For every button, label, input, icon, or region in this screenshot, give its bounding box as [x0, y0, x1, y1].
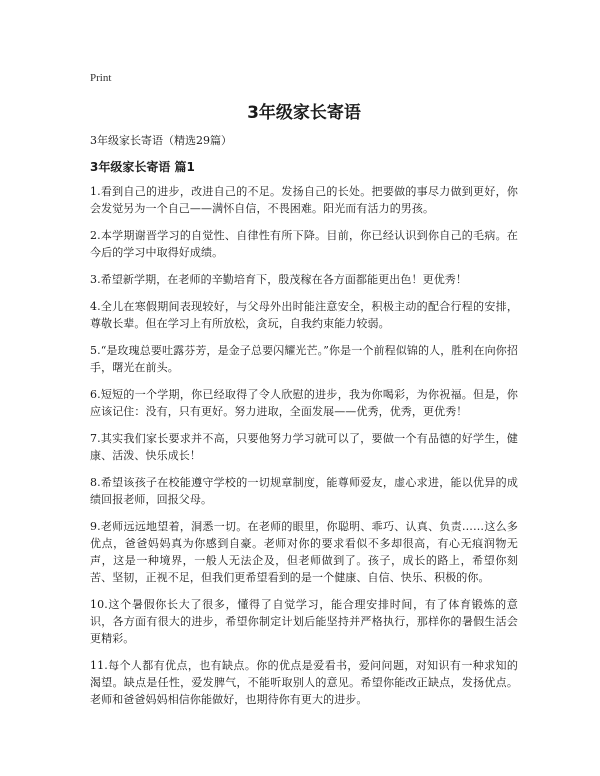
- paragraph-8: 8.希望该孩子在校能遵守学校的一切规章制度，能尊师爱友，虚心求进，能以优异的成绩回报老师，回报父母。: [90, 476, 518, 506]
- paragraph-3: 3.希望新学期，在老师的辛勤培育下，殷茂稼在各方面都能更出色！更优秀！: [90, 273, 467, 286]
- paragraph-5: 5.“是玫瑰总要吐露芬芳，是金子总要闪耀光芒。”你是一个前程似锦的人，胜利在向你招手，曙光在前头。: [90, 344, 518, 374]
- paragraph-9: 9.老师远远地望着，洞悉一切。在老师的眼里，你聪明、乖巧、认真、负责……这么多优点，爸爸妈妈真为你感到自豪。老师对你的要求看似不多却很高，有心无痕润物无声，这是一种境界，一般人无法企及，但老师做到了。孩子，成长的路上，希望你刻苦、坚韧，正视不足，但我们更希望看到的是一个健康、自信、快乐、积极的你。: [90, 520, 518, 584]
- paragraph-10: 10.这个暑假你长大了很多，懂得了自觉学习，能合理安排时间，有了体育锻炼的意识，各方面有很大的进步，希望你制定计划后能坚持并严格执行，那样你的暑假生活会更精彩。: [90, 598, 518, 645]
- paragraph-7: 7.其实我们家长要求并不高，只要他努力学习就可以了，要做一个有品德的好学生，健康、活泼、快乐成长！: [90, 432, 518, 462]
- section-heading: 3年级家长寄语 篇1: [90, 160, 195, 174]
- paragraph-4: 4.全儿在寒假期间表现较好，与父母外出时能注意安全，积极主动的配合行程的安排，尊敬长辈。但在学习上有所放松，贪玩，自我约束能力较弱。: [90, 300, 518, 330]
- paragraph-2: 2.本学期谢晋学习的自觉性、自律性有所下降。目前，你已经认识到你自己的毛病。在今后的学习中取得好成绩。: [90, 229, 518, 259]
- paragraph-list: [90, 183, 518, 718]
- document-title: 3年级家长寄语: [247, 103, 361, 123]
- paragraph-6: 6.短短的一个学期，你已经取得了令人欣慰的进步，我为你喝彩，为你祝福。但是，你应该记住：没有，只有更好。努力进取，全面发展——优秀，优秀，更优秀！: [90, 388, 518, 418]
- print-label[interactable]: Print: [90, 72, 112, 84]
- paragraph-1: 1.看到自己的进步，改进自己的不足。发扬自己的长处。把要做的事尽力做到更好，你会发觉另为一个自己——满怀自信，不畏困难。阳光而有活力的男孩。: [90, 185, 518, 215]
- document-subtitle: 3年级家长寄语（精选29篇）: [90, 134, 232, 147]
- paragraph-11: 11.每个人都有优点，也有缺点。你的优点是爱看书，爱问问题，对知识有一种求知的渴望。缺点是任性，爱发脾气，不能听取别人的意见。希望你能改正缺点，发扬优点。老师和爸爸妈妈相信你能做好，也期待你有更大的进步。: [90, 659, 518, 706]
